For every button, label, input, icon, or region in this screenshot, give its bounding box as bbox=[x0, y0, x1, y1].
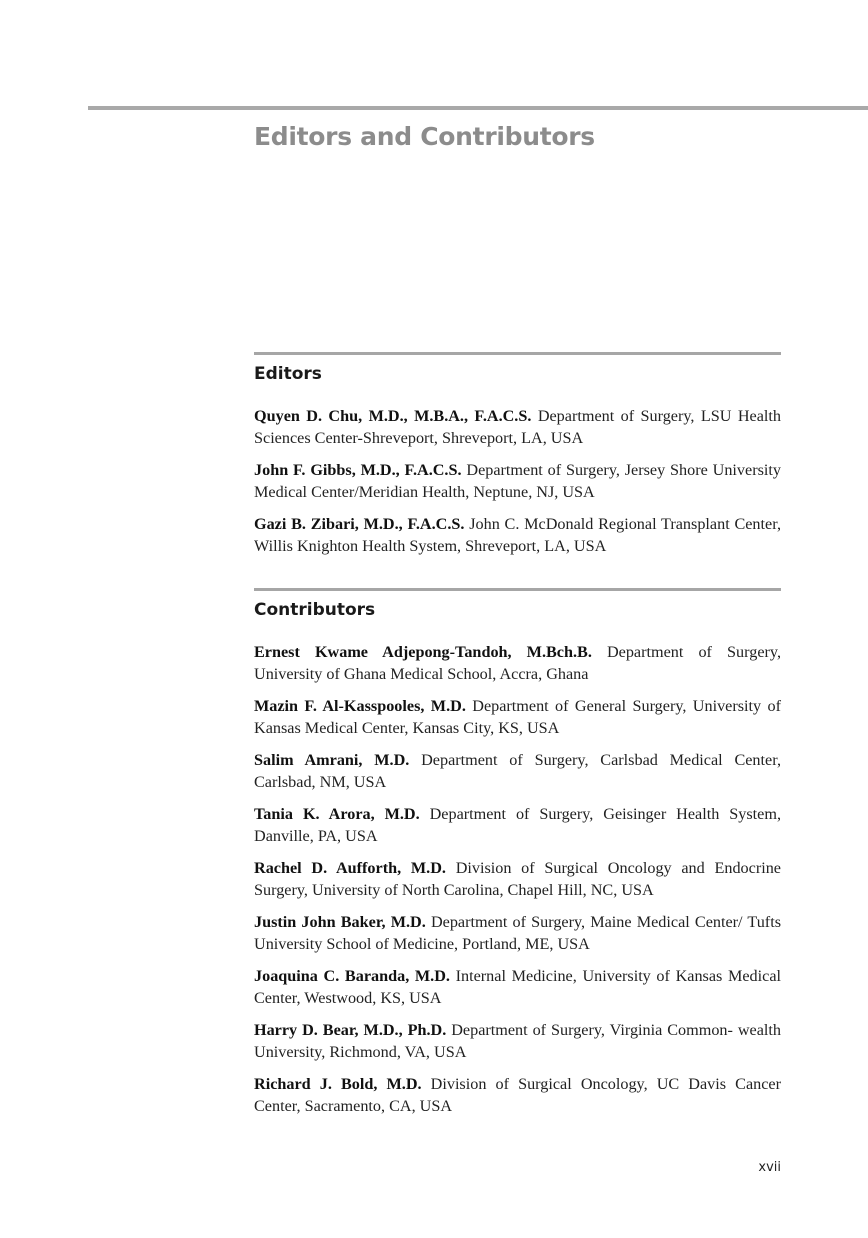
editors-section bbox=[254, 352, 781, 567]
editors-heading: Editors bbox=[254, 364, 322, 384]
editor-affiliation: John C. McDonald Regional Transplant Center, Willis Knighton Health System, Shreveport, LA, USA bbox=[254, 515, 781, 555]
contributor-entry bbox=[254, 965, 781, 1009]
contributor-affiliation: Internal Medicine, University of Kansas Medical Center, Westwood, KS, USA bbox=[254, 967, 782, 1007]
contributor-entry bbox=[254, 911, 781, 955]
contributors-section bbox=[254, 588, 781, 1127]
contributor-affiliation: Division of Surgical Oncology, UC Davis Cancer Center, Sacramento, CA, USA bbox=[254, 1075, 781, 1115]
editor-name: Gazi B. Zibari, M.D., F.A.C.S. bbox=[254, 515, 465, 533]
contributor-entry bbox=[254, 695, 781, 739]
editor-name: John F. Gibbs, M.D., F.A.C.S. bbox=[254, 461, 462, 479]
contributor-affiliation: Department of Surgery, Virginia Common- wealth University, Richmond, VA, USA bbox=[254, 1021, 781, 1061]
page-number: xvii bbox=[758, 1160, 781, 1175]
contributor-affiliation: Division of Surgical Oncology and Endocrine Surgery, University of North Carolina, Chapel Hill, NC, USA bbox=[254, 859, 781, 899]
contributor-entry bbox=[254, 1019, 781, 1063]
editors-section-rule bbox=[254, 352, 781, 355]
contributor-entry bbox=[254, 857, 781, 901]
editor-affiliation: Department of Surgery, Jersey Shore University Medical Center/Meridian Health, Neptune, NJ, USA bbox=[254, 461, 781, 501]
editors-list bbox=[254, 405, 781, 557]
contributor-entry bbox=[254, 1073, 781, 1117]
editor-name: Quyen D. Chu, M.D., M.B.A., F.A.C.S. bbox=[254, 407, 532, 425]
contributor-entry bbox=[254, 803, 781, 847]
contributor-entry bbox=[254, 749, 781, 793]
contributor-affiliation: Department of General Surgery, University of Kansas Medical Center, Kansas City, KS, USA bbox=[254, 697, 781, 737]
contributor-entry bbox=[254, 641, 781, 685]
editor-affiliation: Department of Surgery, LSU Health Sciences Center-Shreveport, Shreveport, LA, USA bbox=[254, 407, 781, 447]
contributor-name: Salim Amrani, M.D. bbox=[254, 751, 410, 769]
contributor-name: Rachel D. Aufforth, M.D. bbox=[254, 859, 446, 877]
contributors-section-rule bbox=[254, 588, 781, 591]
contributor-name: Harry D. Bear, M.D., Ph.D. bbox=[254, 1021, 447, 1039]
editor-entry bbox=[254, 459, 781, 503]
contributors-heading: Contributors bbox=[254, 600, 376, 620]
contributor-affiliation: Department of Surgery, Carlsbad Medical Center, Carlsbad, NM, USA bbox=[254, 751, 781, 791]
contributor-name: Richard J. Bold, M.D. bbox=[254, 1075, 422, 1093]
contributor-name: Joaquina C. Baranda, M.D. bbox=[254, 967, 450, 985]
top-rule bbox=[88, 106, 868, 110]
contributor-name: Tania K. Arora, M.D. bbox=[254, 805, 420, 823]
editor-entry bbox=[254, 405, 781, 449]
contributor-name: Mazin F. Al-Kasspooles, M.D. bbox=[254, 697, 466, 715]
contributor-affiliation: Department of Surgery, Geisinger Health System, Danville, PA, USA bbox=[254, 805, 781, 845]
contributors-list bbox=[254, 641, 781, 1117]
contributor-affiliation: Department of Surgery, Maine Medical Center/ Tufts University School of Medicine, Portland, ME, USA bbox=[254, 913, 781, 953]
page-title: Editors and Contributors bbox=[254, 122, 595, 151]
contributor-affiliation: Department of Surgery, University of Ghana Medical School, Accra, Ghana bbox=[254, 643, 781, 683]
contributor-name: Justin John Baker, M.D. bbox=[254, 913, 426, 931]
editor-entry bbox=[254, 513, 781, 557]
contributor-name: Ernest Kwame Adjepong-Tandoh, M.Bch.B. bbox=[254, 643, 592, 661]
